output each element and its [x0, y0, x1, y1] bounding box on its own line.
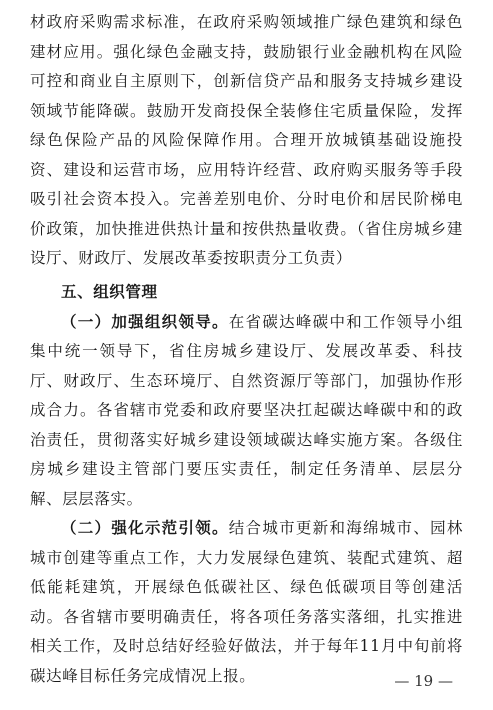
page-number: — 19 — [394, 672, 453, 690]
paragraph-demonstration-body: 结合城市更新和海绵城市、园林城市创建等重点工作，大力发展绿色建筑、装配式建筑、超低能耗建筑，开展绿色低碳社区、绿色低碳项目等创建活动。各省辖市要明确责任，将各项任务落实落细，扎实推进相关工作，及时总结好经验好做法，并于每年11月中旬前将碳达峰目标任务完成情况上报。 [30, 519, 463, 685]
paragraph-leadership [30, 308, 463, 515]
section-heading-organization: 五、组织管理 [61, 282, 158, 301]
paragraph-demonstration [30, 514, 463, 691]
paragraph-green-finance: 材政府采购需求标准，在政府采购领域推广绿色建筑和绿色建材应用。强化绿色金融支持，鼓励银行业金融机构在风险可控和商业自主原则下，创新信贷产品和服务支持城乡建设领域节能降碳。鼓励开发商投保全装修住宅质量保险，发挥绿色保险产品的风险保障作用。合理开放城镇基础设施投资、建设和运营市场，应用特许经营、政府购买服务等手段吸引社会资本投入。完善差别电价、分时电价和居民阶梯电价政策，加快推进供热计量和按供热量收费。（省住房城乡建设厅、财政厅、发展改革委按职责分工负责） [30, 13, 463, 267]
subheading-demonstration: （二）强化示范引领。 [61, 519, 229, 537]
paragraph-leadership-body: 在省碳达峰碳中和工作领导小组集中统一领导下，省住房城乡建设厅、发展改革委、科技厅、财政厅、生态环境厅、自然资源厅等部门，加强协作形成合力。各省辖市党委和政府要坚决扛起碳达峰碳中和的政治责任，贯彻落实好城乡建设领域碳达峰实施方案。各级住房城乡建设主管部门要压实责任，制定任务清单、层层分解、层层落实。 [30, 312, 463, 508]
document-body [30, 8, 463, 691]
subheading-leadership: （一）加强组织领导。 [61, 312, 229, 331]
